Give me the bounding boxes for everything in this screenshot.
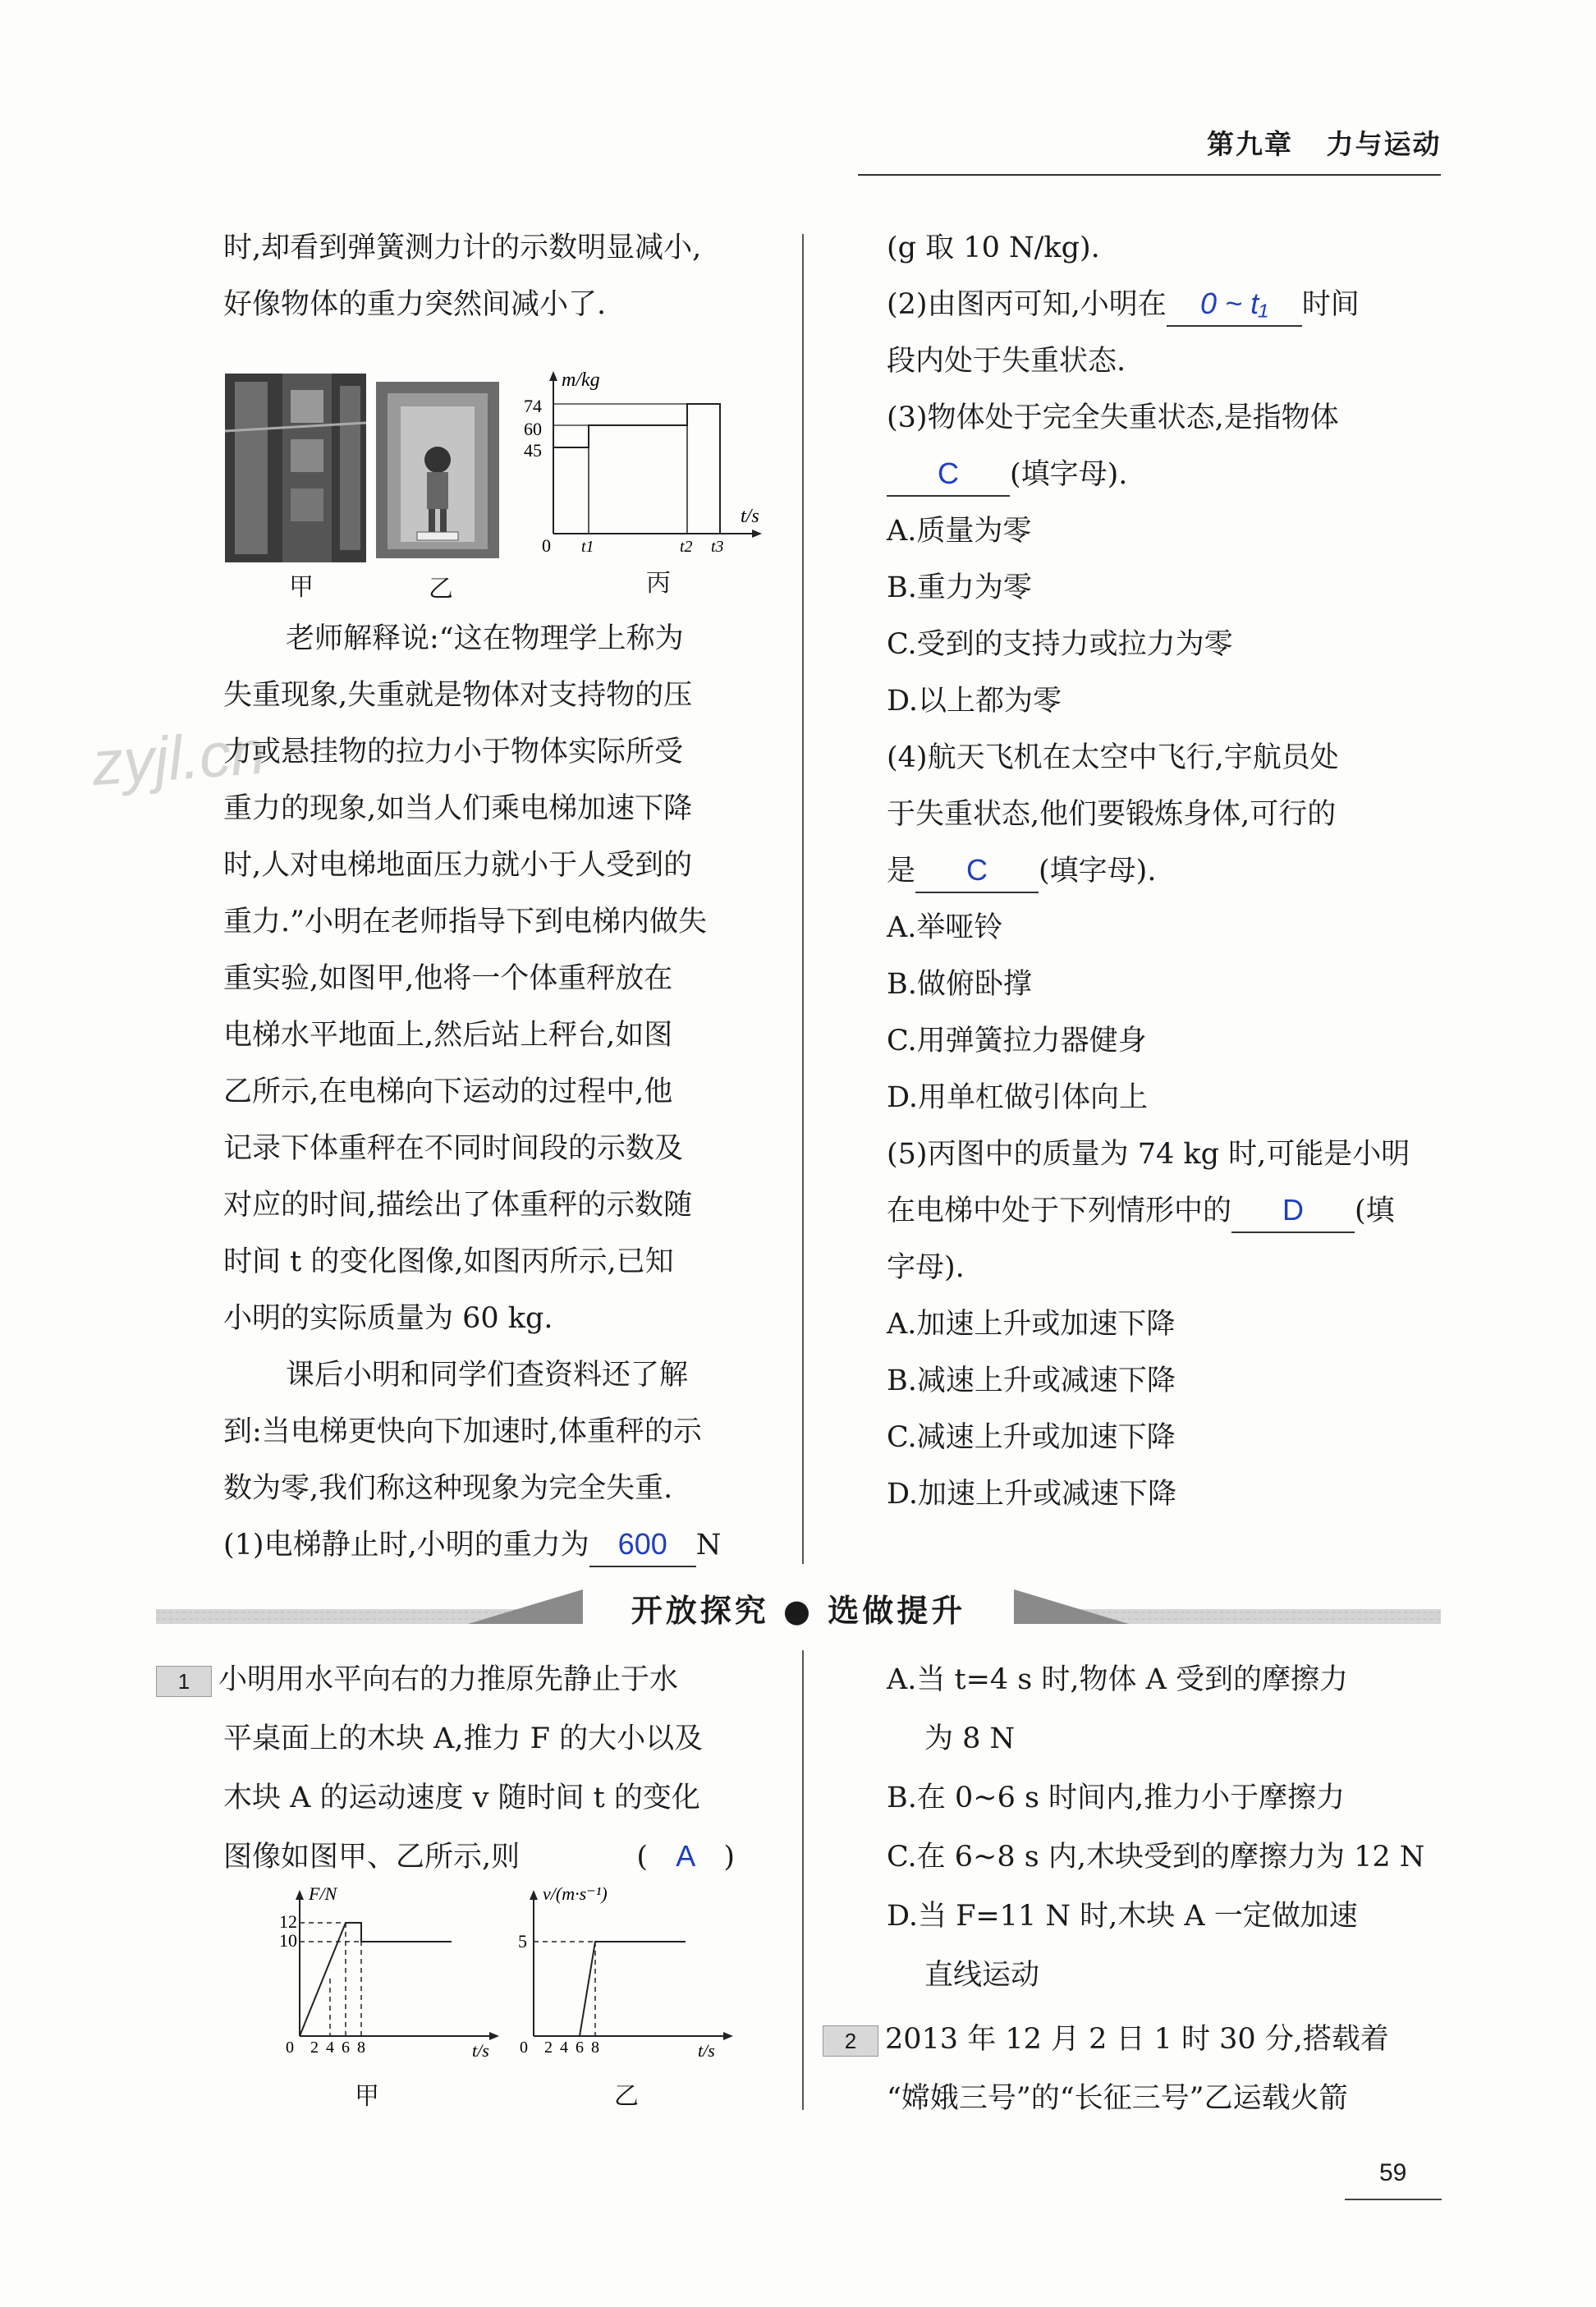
problem-1-line: 木块 A 的运动速度 v 随时间 t 的变化 bbox=[223, 1782, 700, 1814]
problem-1-number: 1 bbox=[156, 1666, 212, 1697]
page-number: 59 bbox=[1379, 2159, 1407, 2186]
x-tick-0: 0 bbox=[286, 2039, 294, 2057]
problem-2 bbox=[823, 2010, 1389, 2128]
figure-label-yi: 乙 bbox=[429, 575, 453, 603]
text-line: 好像物体的重力突然间减小了. bbox=[223, 288, 607, 321]
q3-option: A.质量为零 bbox=[887, 515, 1032, 548]
x-tick-0: 0 bbox=[542, 535, 551, 554]
problem-1-last-line bbox=[156, 1828, 735, 1887]
q5-suffix: (填 bbox=[1355, 1195, 1395, 1227]
figure-label-jia: 甲 bbox=[289, 573, 314, 602]
q5-option: D.加速上升或减速下降 bbox=[887, 1478, 1176, 1511]
paragraph1-line: 电梯水平地面上,然后站上秤台,如图 bbox=[223, 1019, 673, 1052]
chapter-header bbox=[1207, 123, 1441, 162]
x-tick-8: 8 bbox=[591, 2039, 599, 2057]
force-time-chart bbox=[279, 1880, 509, 2061]
q5-answer[interactable]: D bbox=[1231, 1189, 1355, 1233]
option-line: A.当 t=4 s 时,物体 A 受到的摩擦力 bbox=[887, 1663, 1349, 1696]
text-line: (g 取 10 N/kg). bbox=[887, 232, 1100, 264]
paragraph1-line: 老师解释说:“这在物理学上称为 bbox=[286, 622, 684, 655]
question-2 bbox=[887, 277, 1410, 333]
right-column bbox=[887, 220, 1410, 1523]
q5-option: C.减速上升或加速下降 bbox=[887, 1421, 1176, 1454]
q4-answer[interactable]: C bbox=[915, 849, 1039, 893]
problem-1 bbox=[156, 1650, 735, 1887]
q1-suffix: N bbox=[695, 1529, 722, 1562]
question-1 bbox=[223, 1517, 721, 1574]
problem-2-number: 2 bbox=[823, 2025, 878, 2057]
text-line: 于失重状态,他们要锻炼身体,可行的 bbox=[887, 798, 1337, 831]
q4-option: D.用单杠做引体向上 bbox=[887, 1081, 1148, 1114]
problem-1-answer[interactable]: A bbox=[676, 1839, 696, 1873]
text-line: (5)丙图中的质量为 74 kg 时,可能是小明 bbox=[887, 1138, 1410, 1171]
q1-prefix: (1)电梯静止时,小明的重力为 bbox=[223, 1529, 589, 1562]
x-axis-arrow bbox=[752, 530, 762, 538]
x-tick-4: 4 bbox=[326, 2039, 334, 2057]
page-number-rule bbox=[1345, 2199, 1442, 2200]
chapter-title: 力与运动 bbox=[1326, 128, 1442, 160]
problem-2-line bbox=[823, 2010, 1389, 2069]
x-tick-8: 8 bbox=[357, 2039, 365, 2057]
left-column-top bbox=[223, 220, 701, 333]
x-axis-label: t/s bbox=[698, 2040, 715, 2061]
q4-prefix: 是 bbox=[887, 855, 916, 887]
paragraph1-line: 时,人对电梯地面压力就小于人受到的 bbox=[223, 849, 693, 882]
elevator-shaft-photo bbox=[225, 374, 366, 562]
chart-caption-jia: 甲 bbox=[355, 2082, 379, 2111]
q3-answer[interactable]: C bbox=[887, 452, 1010, 497]
y-tick-12: 12 bbox=[279, 1911, 297, 1932]
x-tick-t3: t3 bbox=[711, 538, 724, 554]
y-tick-74: 74 bbox=[524, 396, 542, 416]
text-line: 字母). bbox=[887, 1251, 965, 1284]
question-5-blank bbox=[887, 1183, 1410, 1240]
q1-answer[interactable]: 600 bbox=[589, 1523, 696, 1567]
paragraph1-line: 小明的实际质量为 60 kg. bbox=[223, 1302, 553, 1335]
left-column-body bbox=[223, 611, 721, 1574]
banner-title: 开放探究 ● 选做提升 bbox=[631, 1593, 966, 1629]
x-tick-0: 0 bbox=[520, 2039, 528, 2057]
y-axis-arrow bbox=[530, 1890, 538, 1900]
paragraph1-line: 对应的时间,描绘出了体重秤的示数随 bbox=[223, 1189, 693, 1222]
paragraph2-line: 数为零,我们称这种现象为完全失重. bbox=[223, 1472, 673, 1505]
y-tick-60: 60 bbox=[524, 419, 542, 439]
y-tick-5: 5 bbox=[518, 1931, 527, 1952]
problem-2-text: 2013 年 12 月 2 日 1 时 30 分,搭载着 bbox=[885, 2023, 1389, 2056]
velocity-time-chart bbox=[513, 1880, 743, 2061]
velocity-line bbox=[534, 1942, 686, 2036]
option-line: 直线运动 bbox=[924, 1959, 1040, 1992]
x-axis-arrow bbox=[723, 2032, 733, 2040]
paragraph1-line: 时间 t 的变化图像,如图丙所示,已知 bbox=[223, 1245, 674, 1278]
paragraph1-line: 乙所示,在电梯向下运动的过程中,他 bbox=[223, 1076, 673, 1108]
q4-option: A.举哑铃 bbox=[887, 911, 1003, 944]
q4-option: B.做俯卧撑 bbox=[887, 968, 1032, 1001]
mass-time-chart bbox=[519, 369, 765, 554]
paragraph1-line: 失重现象,失重就是物体对支持物的压 bbox=[223, 679, 693, 712]
q2-prefix: (2)由图丙可知,小明在 bbox=[887, 288, 1167, 321]
q3-suffix: (填字母). bbox=[1010, 458, 1128, 491]
y-axis-label: v/(m·s⁻¹) bbox=[543, 1883, 608, 1904]
q4-option: C.用弹簧拉力器健身 bbox=[887, 1025, 1147, 1057]
x-tick-2: 2 bbox=[310, 2039, 319, 2057]
x-axis-label: t/s bbox=[741, 506, 759, 527]
q2-suffix: 时间 bbox=[1301, 288, 1360, 321]
y-axis-label: m/kg bbox=[562, 369, 600, 391]
problem-1-options bbox=[887, 1650, 1424, 2005]
y-axis-label: F/N bbox=[309, 1883, 337, 1904]
text-line: 段内处于失重状态. bbox=[887, 345, 1126, 378]
x-tick-t1: t1 bbox=[581, 538, 594, 554]
option-line: B.在 0~6 s 时间内,推力小于摩擦力 bbox=[887, 1782, 1346, 1814]
y-axis-arrow bbox=[296, 1890, 304, 1900]
answer-paren-close: ) bbox=[723, 1841, 736, 1874]
chapter-number: 第九章 bbox=[1207, 128, 1293, 160]
figure-elevator bbox=[223, 369, 790, 603]
q3-option: B.重力为零 bbox=[887, 571, 1032, 604]
q3-option: D.以上都为零 bbox=[887, 685, 1062, 718]
q2-answer[interactable]: 0 ~ t₁ bbox=[1167, 282, 1302, 327]
problem-1-text: 小明用水平向右的力推原先静止于水 bbox=[218, 1663, 679, 1696]
x-tick-2: 2 bbox=[544, 2039, 553, 2057]
answer-paren-open: ( bbox=[636, 1841, 649, 1874]
option-line: 为 8 N bbox=[924, 1722, 1016, 1755]
paragraph1-line: 重实验,如图甲,他将一个体重秤放在 bbox=[223, 962, 673, 995]
problem-2-line: “嫦娥三号”的“长征三号”乙运载火箭 bbox=[887, 2082, 1348, 2115]
x-tick-6: 6 bbox=[576, 2039, 584, 2057]
paragraph2-line: 课后小明和同学们查资料还了解 bbox=[286, 1359, 689, 1392]
question-3-blank bbox=[887, 447, 1410, 503]
problem-1-text: 图像如图甲、乙所示,则 bbox=[223, 1841, 521, 1874]
q5-option: A.加速上升或加速下降 bbox=[887, 1308, 1176, 1341]
y-tick-10: 10 bbox=[279, 1930, 297, 1951]
question-4-blank bbox=[887, 843, 1410, 900]
problem-1-line: 平桌面上的木块 A,推力 F 的大小以及 bbox=[223, 1722, 704, 1755]
option-line: C.在 6~8 s 内,木块受到的摩擦力为 12 N bbox=[887, 1841, 1425, 1874]
column-divider-upper bbox=[802, 234, 804, 1564]
text-line: (4)航天飞机在太空中飞行,宇航员处 bbox=[887, 741, 1339, 774]
q5-option: B.减速上升或减速下降 bbox=[887, 1364, 1176, 1397]
q4-suffix: (填字母). bbox=[1039, 855, 1157, 887]
text-line: (3)物体处于完全失重状态,是指物体 bbox=[887, 401, 1339, 434]
q5-prefix: 在电梯中处于下列情形中的 bbox=[887, 1195, 1232, 1227]
text-line: 时,却看到弹簧测力计的示数明显减小, bbox=[223, 232, 702, 264]
paragraph1-line: 重力的现象,如当人们乘电梯加速下降 bbox=[223, 792, 693, 825]
paragraph1-line: 力或悬挂物的拉力小于物体实际所受 bbox=[223, 736, 684, 768]
option-line: D.当 F=11 N 时,木块 A 一定做加速 bbox=[887, 1900, 1358, 1933]
person-on-scale-photo bbox=[376, 382, 499, 558]
x-axis-label: t/s bbox=[472, 2040, 489, 2061]
paragraph1-line: 记录下体重秤在不同时间段的示数及 bbox=[223, 1132, 684, 1165]
y-tick-45: 45 bbox=[524, 440, 542, 461]
section-banner bbox=[156, 1585, 1441, 1637]
x-axis-arrow bbox=[489, 2032, 499, 2040]
problem-1-line bbox=[156, 1650, 735, 1709]
watermark: zyjl.cn bbox=[89, 717, 268, 800]
paragraph1-line: 重力.”小明在老师指导下到电梯内做失 bbox=[223, 906, 708, 938]
column-divider-lower bbox=[802, 1650, 804, 2110]
figure-label-bing: 丙 bbox=[646, 569, 671, 598]
chart-caption-yi: 乙 bbox=[614, 2082, 639, 2111]
force-line bbox=[300, 1923, 452, 2036]
paragraph2-line: 到:当电梯更快向下加速时,体重秤的示 bbox=[223, 1415, 702, 1448]
header-rule bbox=[858, 174, 1441, 176]
y-axis-arrow bbox=[549, 371, 557, 381]
x-tick-4: 4 bbox=[560, 2039, 568, 2057]
q3-option: C.受到的支持力或拉力为零 bbox=[887, 628, 1233, 661]
x-tick-6: 6 bbox=[342, 2039, 350, 2057]
x-tick-t2: t2 bbox=[680, 538, 693, 554]
mass-step-line bbox=[553, 404, 720, 534]
